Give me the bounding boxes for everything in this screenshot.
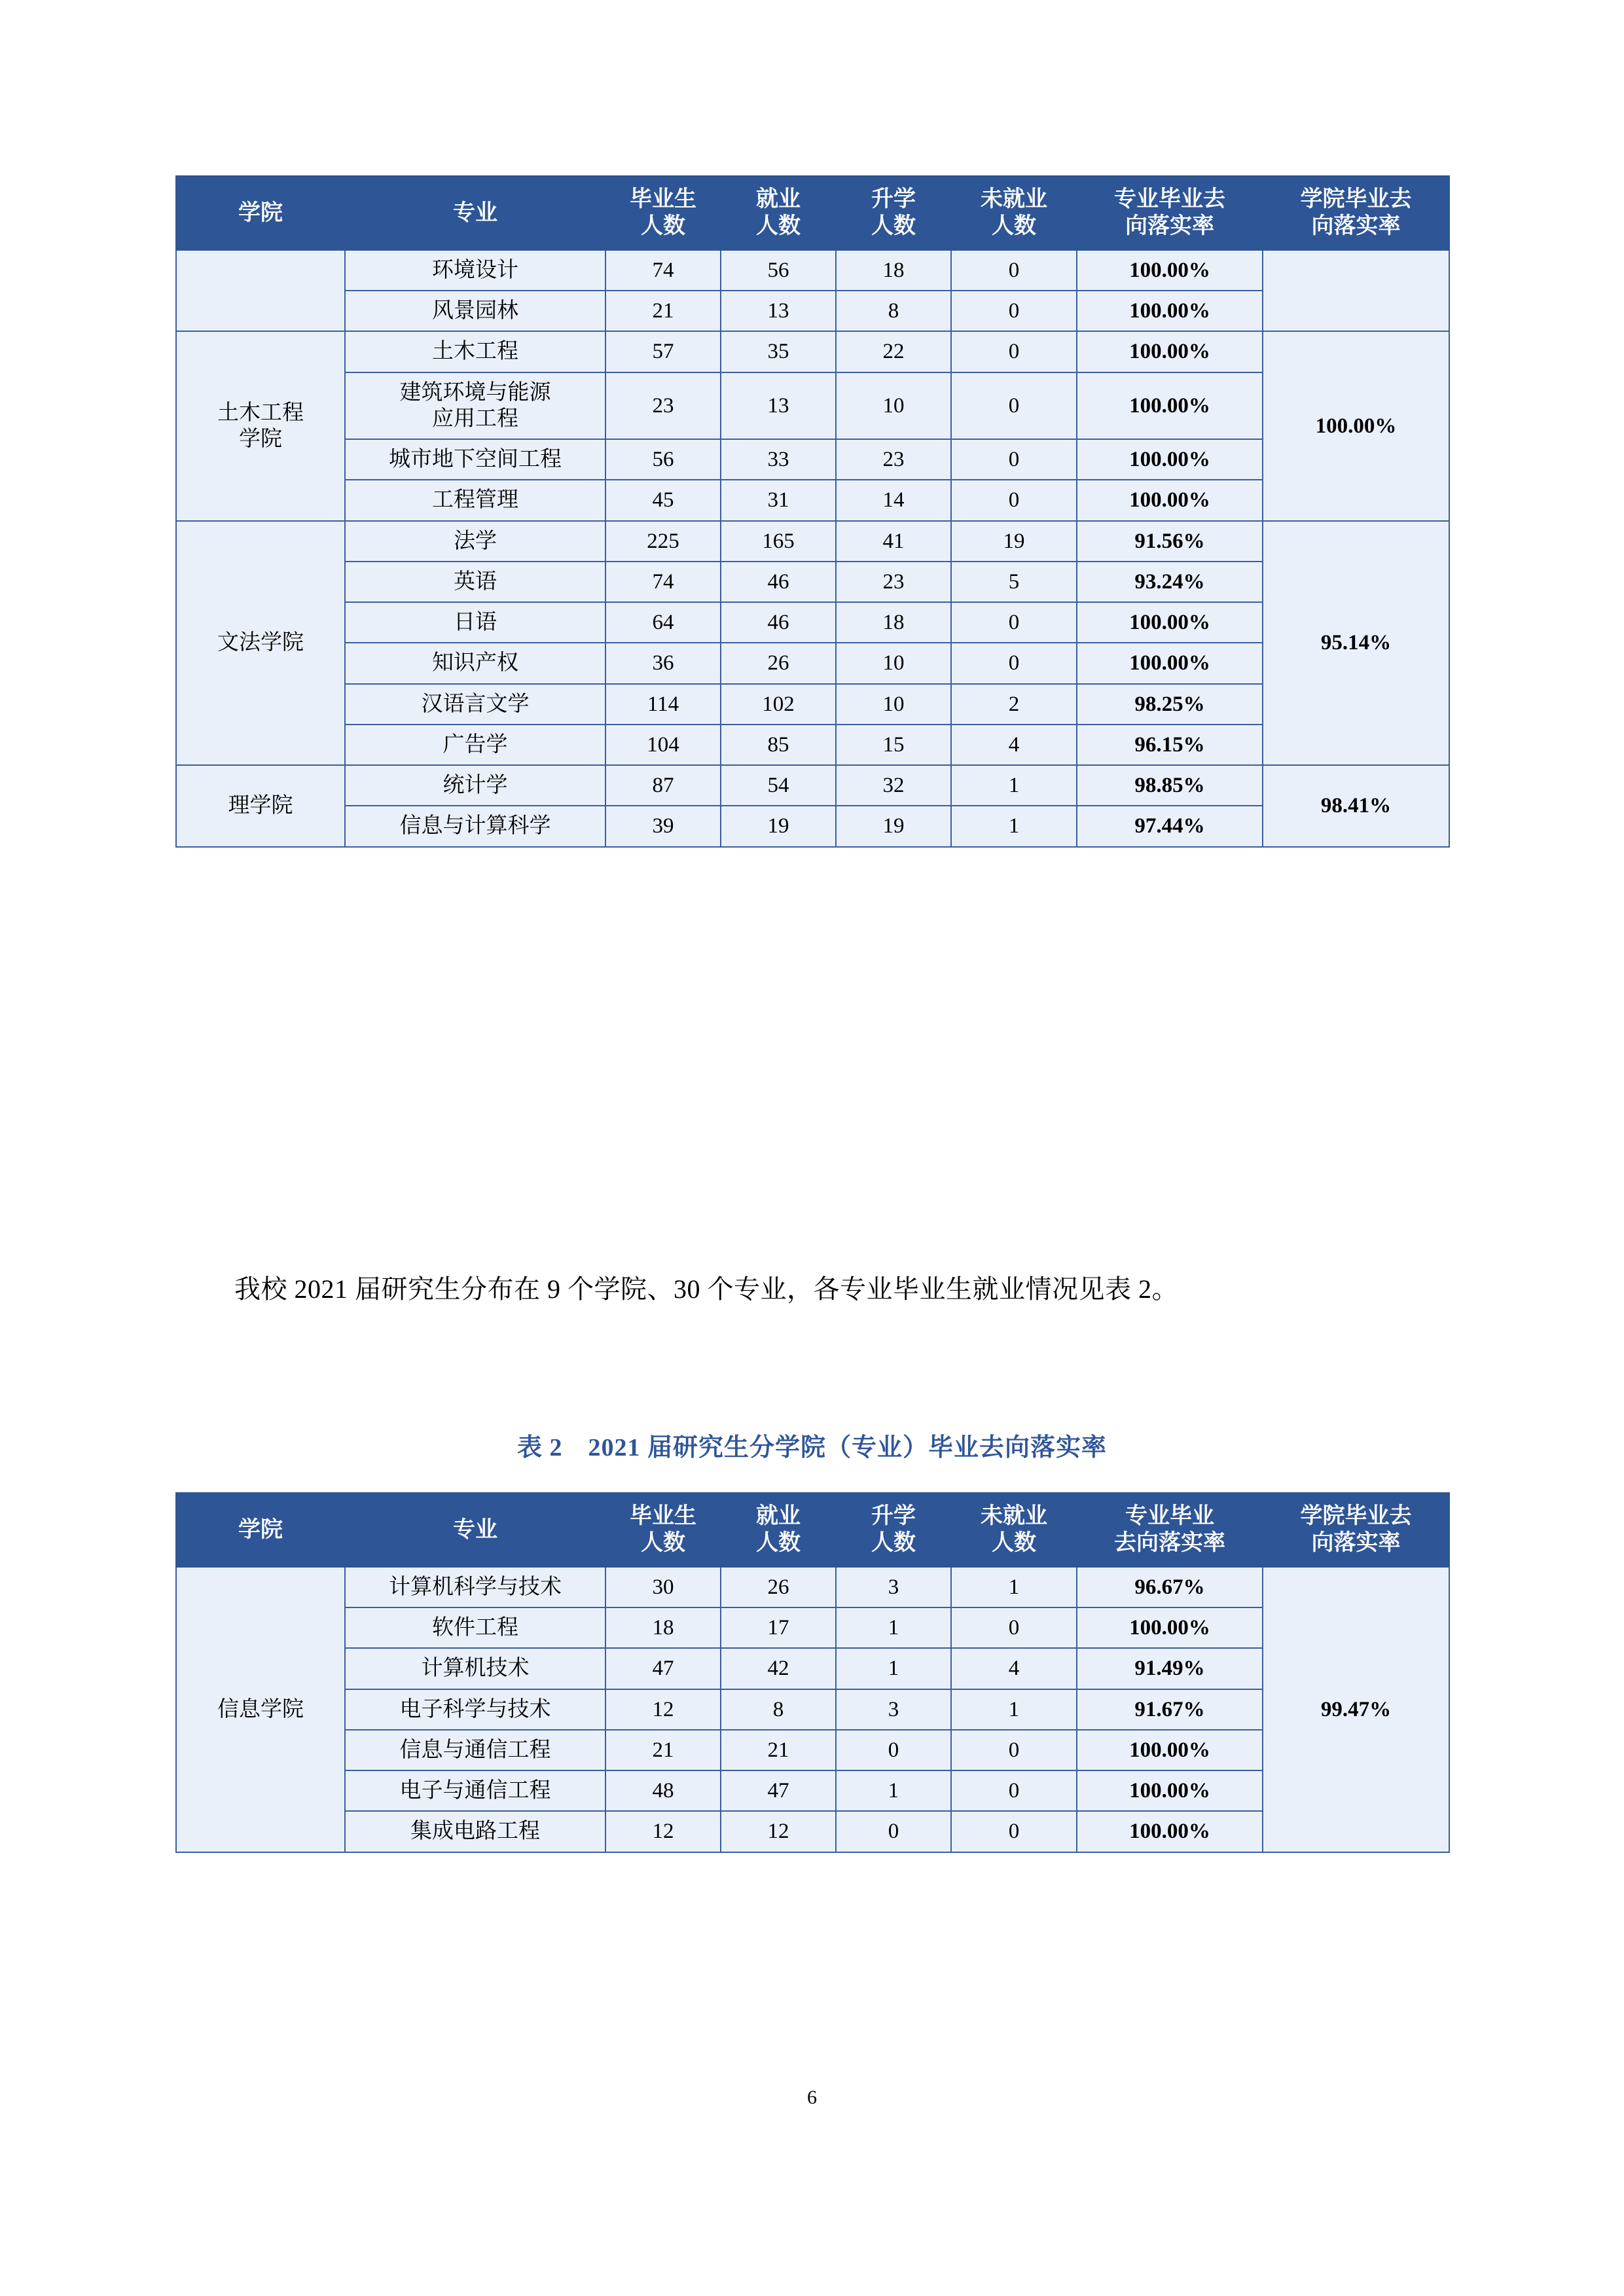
cell-major-rate: 100.00% <box>1077 602 1263 643</box>
cell-graduates: 114 <box>605 684 721 725</box>
cell-employed: 17 <box>721 1607 836 1648</box>
table-row <box>176 725 1449 765</box>
cell-employed: 21 <box>721 1730 836 1770</box>
cell-graduates: 18 <box>605 1607 721 1648</box>
cell-employed: 46 <box>721 562 836 602</box>
cell-graduates: 87 <box>605 765 721 806</box>
cell-major: 英语 <box>345 562 605 602</box>
cell-further-study: 3 <box>836 1689 951 1730</box>
table-row <box>176 1770 1449 1811</box>
cell-unemployed: 19 <box>951 521 1077 562</box>
cell-unemployed: 1 <box>951 1689 1077 1730</box>
table-row <box>176 250 1449 291</box>
cell-unemployed: 0 <box>951 1811 1077 1852</box>
th-college-rate: 学院毕业去 向落实率 <box>1263 1493 1449 1567</box>
cell-employed: 54 <box>721 765 836 806</box>
cell-major-rate: 97.44% <box>1077 806 1263 846</box>
cell-major: 广告学 <box>345 725 605 765</box>
cell-unemployed: 0 <box>951 480 1077 520</box>
cell-major-rate: 91.67% <box>1077 1689 1263 1730</box>
th-graduates: 毕业生 人数 <box>605 176 721 250</box>
cell-college-rate: 95.14% <box>1263 521 1449 766</box>
cell-major: 电子科学与技术 <box>345 1689 605 1730</box>
th-graduates: 毕业生 人数 <box>605 1493 721 1567</box>
cell-graduates: 12 <box>605 1689 721 1730</box>
cell-graduates: 225 <box>605 521 721 562</box>
cell-unemployed: 5 <box>951 562 1077 602</box>
cell-major: 汉语言文学 <box>345 684 605 725</box>
cell-employed: 13 <box>721 291 836 331</box>
cell-unemployed: 0 <box>951 331 1077 372</box>
cell-college-rate: 98.41% <box>1263 765 1449 847</box>
th-college: 学院 <box>176 1493 345 1567</box>
cell-major: 土木工程 <box>345 331 605 372</box>
cell-unemployed: 2 <box>951 684 1077 725</box>
cell-further-study: 19 <box>836 806 951 846</box>
th-unemployed: 未就业 人数 <box>951 1493 1077 1567</box>
table-row <box>176 806 1449 846</box>
cell-unemployed: 0 <box>951 291 1077 331</box>
table-row <box>176 331 1449 372</box>
cell-major-rate: 100.00% <box>1077 439 1263 480</box>
cell-further-study: 41 <box>836 521 951 562</box>
th-major-rate: 专业毕业 去向落实率 <box>1077 1493 1263 1567</box>
cell-further-study: 10 <box>836 372 951 440</box>
cell-employed: 26 <box>721 1567 836 1607</box>
cell-employed: 35 <box>721 331 836 372</box>
cell-major: 软件工程 <box>345 1607 605 1648</box>
cell-major-rate: 100.00% <box>1077 250 1263 291</box>
cell-further-study: 0 <box>836 1730 951 1770</box>
cell-major-rate: 100.00% <box>1077 643 1263 683</box>
cell-graduates: 21 <box>605 1730 721 1770</box>
cell-employed: 165 <box>721 521 836 562</box>
table-row <box>176 1607 1449 1648</box>
cell-graduates: 47 <box>605 1648 721 1689</box>
cell-major: 信息与通信工程 <box>345 1730 605 1770</box>
table-row <box>176 765 1449 806</box>
table-row <box>176 291 1449 331</box>
cell-graduates: 23 <box>605 372 721 440</box>
cell-major: 建筑环境与能源 应用工程 <box>345 372 605 440</box>
table-row <box>176 1689 1449 1730</box>
cell-graduates: 45 <box>605 480 721 520</box>
cell-unemployed: 0 <box>951 1770 1077 1811</box>
th-further-study: 升学 人数 <box>836 1493 951 1567</box>
cell-college-rate: 100.00% <box>1263 331 1449 520</box>
cell-employed: 42 <box>721 1648 836 1689</box>
table-row <box>176 480 1449 520</box>
cell-major-rate: 91.56% <box>1077 521 1263 562</box>
paragraph-text: 我校 2021 届研究生分布在 9 个学院、30 个专业，各专业毕业生就业情况见表 2。 <box>234 1274 1178 1304</box>
cell-college: 文法学院 <box>176 521 345 766</box>
cell-further-study: 23 <box>836 562 951 602</box>
cell-graduates: 36 <box>605 643 721 683</box>
cell-major: 法学 <box>345 521 605 562</box>
th-employed: 就业 人数 <box>721 176 836 250</box>
table-2-caption: 表 2 2021 届研究生分学院（专业）毕业去向落实率 <box>516 1434 1107 1462</box>
cell-unemployed: 4 <box>951 725 1077 765</box>
cell-major-rate: 100.00% <box>1077 1607 1263 1648</box>
cell-graduates: 21 <box>605 291 721 331</box>
page-number: 6 <box>807 2087 817 2108</box>
cell-employed: 8 <box>721 1689 836 1730</box>
cell-employed: 19 <box>721 806 836 846</box>
th-college-rate: 学院毕业去 向落实率 <box>1263 176 1449 250</box>
th-further-study: 升学 人数 <box>836 176 951 250</box>
cell-unemployed: 1 <box>951 1567 1077 1607</box>
cell-college <box>176 250 345 332</box>
cell-unemployed: 0 <box>951 372 1077 440</box>
cell-further-study: 15 <box>836 725 951 765</box>
cell-major: 计算机科学与技术 <box>345 1567 605 1607</box>
cell-unemployed: 0 <box>951 1730 1077 1770</box>
cell-major-rate: 100.00% <box>1077 1770 1263 1811</box>
cell-college-rate <box>1263 250 1449 332</box>
cell-major-rate: 96.67% <box>1077 1567 1263 1607</box>
cell-further-study: 32 <box>836 765 951 806</box>
cell-major-rate: 100.00% <box>1077 1811 1263 1852</box>
cell-major: 知识产权 <box>345 643 605 683</box>
table-2-container <box>175 1492 1449 1853</box>
cell-further-study: 22 <box>836 331 951 372</box>
cell-major: 电子与通信工程 <box>345 1770 605 1811</box>
cell-further-study: 10 <box>836 643 951 683</box>
cell-college-rate: 99.47% <box>1263 1567 1449 1852</box>
cell-further-study: 1 <box>836 1770 951 1811</box>
cell-employed: 56 <box>721 250 836 291</box>
cell-further-study: 18 <box>836 602 951 643</box>
cell-graduates: 74 <box>605 562 721 602</box>
table-row <box>176 439 1449 480</box>
cell-major-rate: 100.00% <box>1077 372 1263 440</box>
table-row <box>176 1811 1449 1852</box>
cell-graduates: 64 <box>605 602 721 643</box>
cell-major-rate: 96.15% <box>1077 725 1263 765</box>
cell-employed: 31 <box>721 480 836 520</box>
cell-unemployed: 1 <box>951 806 1077 846</box>
cell-employed: 102 <box>721 684 836 725</box>
cell-employed: 12 <box>721 1811 836 1852</box>
table-row <box>176 684 1449 725</box>
cell-major-rate: 100.00% <box>1077 1730 1263 1770</box>
cell-further-study: 14 <box>836 480 951 520</box>
cell-graduates: 56 <box>605 439 721 480</box>
cell-major: 信息与计算科学 <box>345 806 605 846</box>
cell-further-study: 18 <box>836 250 951 291</box>
th-college: 学院 <box>176 176 345 250</box>
cell-unemployed: 0 <box>951 1607 1077 1648</box>
cell-major-rate: 98.25% <box>1077 684 1263 725</box>
cell-major: 风景园林 <box>345 291 605 331</box>
table-row <box>176 562 1449 602</box>
table-2 <box>175 1492 1450 1853</box>
cell-unemployed: 4 <box>951 1648 1077 1689</box>
cell-unemployed: 0 <box>951 439 1077 480</box>
table-1-header-row <box>176 176 1449 250</box>
cell-further-study: 1 <box>836 1648 951 1689</box>
cell-graduates: 30 <box>605 1567 721 1607</box>
cell-major: 工程管理 <box>345 480 605 520</box>
cell-graduates: 12 <box>605 1811 721 1852</box>
table-row <box>176 1567 1449 1607</box>
cell-major: 集成电路工程 <box>345 1811 605 1852</box>
cell-graduates: 57 <box>605 331 721 372</box>
cell-major: 计算机技术 <box>345 1648 605 1689</box>
cell-employed: 46 <box>721 602 836 643</box>
th-employed: 就业 人数 <box>721 1493 836 1567</box>
cell-employed: 26 <box>721 643 836 683</box>
body-paragraph <box>175 1263 1449 1316</box>
th-major-rate: 专业毕业去 向落实率 <box>1077 176 1263 250</box>
cell-college: 土木工程 学院 <box>176 331 345 520</box>
cell-employed: 33 <box>721 439 836 480</box>
cell-graduates: 39 <box>605 806 721 846</box>
cell-major: 环境设计 <box>345 250 605 291</box>
table-2-header-row <box>176 1493 1449 1567</box>
cell-graduates: 48 <box>605 1770 721 1811</box>
cell-major: 城市地下空间工程 <box>345 439 605 480</box>
table-row <box>176 1730 1449 1770</box>
th-major: 专业 <box>345 1493 605 1567</box>
th-unemployed: 未就业 人数 <box>951 176 1077 250</box>
cell-major-rate: 91.49% <box>1077 1648 1263 1689</box>
cell-college: 信息学院 <box>176 1567 345 1852</box>
th-major: 专业 <box>345 176 605 250</box>
cell-college: 理学院 <box>176 765 345 847</box>
cell-graduates: 104 <box>605 725 721 765</box>
cell-major: 日语 <box>345 602 605 643</box>
cell-unemployed: 0 <box>951 643 1077 683</box>
cell-unemployed: 0 <box>951 602 1077 643</box>
cell-major-rate: 93.24% <box>1077 562 1263 602</box>
cell-further-study: 8 <box>836 291 951 331</box>
table-row <box>176 372 1449 440</box>
cell-major-rate: 100.00% <box>1077 291 1263 331</box>
cell-unemployed: 0 <box>951 250 1077 291</box>
cell-further-study: 1 <box>836 1607 951 1648</box>
cell-further-study: 10 <box>836 684 951 725</box>
table-row <box>176 643 1449 683</box>
cell-employed: 85 <box>721 725 836 765</box>
cell-further-study: 23 <box>836 439 951 480</box>
cell-unemployed: 1 <box>951 765 1077 806</box>
cell-major-rate: 100.00% <box>1077 331 1263 372</box>
cell-employed: 13 <box>721 372 836 440</box>
cell-major: 统计学 <box>345 765 605 806</box>
cell-further-study: 3 <box>836 1567 951 1607</box>
table-row <box>176 521 1449 562</box>
table-row <box>176 602 1449 643</box>
cell-major-rate: 100.00% <box>1077 480 1263 520</box>
cell-major-rate: 98.85% <box>1077 765 1263 806</box>
cell-graduates: 74 <box>605 250 721 291</box>
table-row <box>176 1648 1449 1689</box>
table-1 <box>175 175 1450 848</box>
cell-further-study: 0 <box>836 1811 951 1852</box>
table-1-container <box>175 175 1449 848</box>
cell-employed: 47 <box>721 1770 836 1811</box>
